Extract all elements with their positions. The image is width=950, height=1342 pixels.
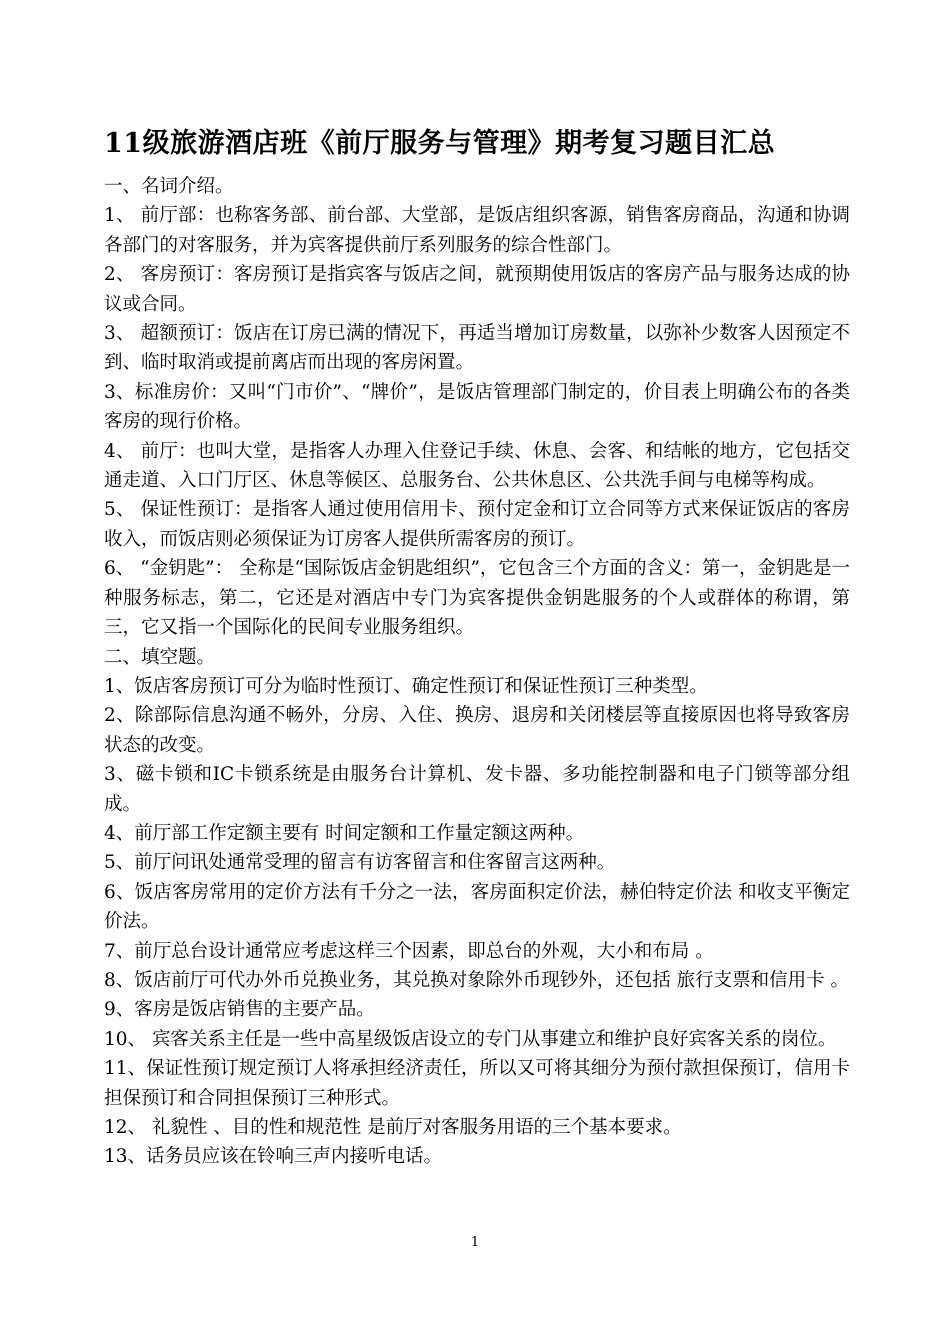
document-body — [104, 124, 850, 1172]
section-heading-definitions: 一、名词介绍。 — [104, 176, 234, 197]
definition-item: 2、 客房预订：客房预订是指宾客与饭店之间，就预期使用饭店的客房产品与服务达成的协议或合同。 — [104, 264, 850, 315]
fill-in-item: 13、话务员应该在铃响三声内接听电话。 — [104, 1146, 443, 1168]
fill-in-item: 12、 礼貌性 、目的性和规范性 是前厅对客服务用语的三个基本要求。 — [104, 1117, 682, 1138]
definition-item: 1、 前厅部：也称客务部、前台部、大堂部，是饭店组织客源，销售客房商品，沟通和协调各部门的对客服务，并为宾客提供前厅系列服务的综合性部门。 — [104, 205, 850, 256]
fill-in-item: 5、前厅问讯处通常受理的留言有访客留言和住客留言这两种。 — [104, 852, 616, 874]
fill-in-item: 2、除部际信息沟通不畅外，分房、入住、换房、退房和关闭楼层等直接原因也将导致客房状态的改变。 — [104, 705, 850, 756]
definition-item: 4、 前厅：也叫大堂，是指客人办理入住登记手续、休息、会客、和结帐的地方，它包括交通走道、入口门厅区、休息等候区、总服务台、公共休息区、公共洗手间与电梯等构成。 — [104, 440, 850, 492]
definition-item: 3、 超额预订：饭店在订房已满的情况下，再适当增加订房数量，以弥补少数客人因预定不到、临时取消或提前离店而出现的客房闲置。 — [104, 323, 850, 374]
fill-in-item: 1、饭店客房预订可分为临时性预订、确定性预订和保证性预订三种类型。 — [104, 675, 708, 697]
fill-in-item: 10、 宾客关系主任是一些中高星级饭店设立的专门从事建立和维护良好宾客关系的岗位。 — [104, 1028, 837, 1050]
definition-item: 3、标准房价：又叫“门市价”、“牌价”，是饭店管理部门制定的，价目表上明确公布的各类客房的现行价格。 — [104, 381, 850, 433]
fill-in-item: 8、饭店前厅可代办外币兑换业务，其兑换对象除外币现钞外，还包括 旅行支票和信用卡 。 — [104, 969, 850, 991]
fill-in-item: 6、饭店客房常用的定价方法有千分之一法，客房面积定价法，赫伯特定价法 和收支平衡定价法。 — [104, 881, 850, 933]
fill-in-item: 9、客房是饭店销售的主要产品。 — [104, 999, 375, 1021]
fill-in-item: 4、前厅部工作定额主要有 时间定额和工作量定额这两种。 — [104, 822, 585, 844]
fill-in-item: 7、前厅总台设计通常应考虑这样三个因素，即总台的外观，大小和布局 。 — [104, 940, 714, 962]
fill-in-item: 11、保证性预订规定预订人将承担经济责任，所以又可将其细分为预付款担保预订，信用卡担保预订和合同担保预订三种形式。 — [104, 1058, 850, 1109]
fill-in-item: 3、磁卡锁和IC卡锁系统是由服务台计算机、发卡器、多功能控制器和电子门锁等部分组成。 — [104, 764, 850, 815]
page-number: 1 — [470, 1235, 480, 1250]
definition-item: 5、 保证性预订：是指客人通过使用信用卡、预付定金和订立合同等方式来保证饭店的客房收入，而饭店则必须保证为订房客人提供所需客房的预订。 — [104, 499, 850, 550]
section-heading-fill-in: 二、填空题。 — [104, 646, 216, 668]
definition-item: 6、 “金钥匙”： 全称是“国际饭店金钥匙组织”，它包含三个方面的含义：第一，金钥匙是一种服务标志，第二，它还是对酒店中专门为宾客提供金钥匙服务的个人或群体的称谓，第三，它又指一个国际化的民间专业服务组织。 — [104, 558, 850, 639]
document-title: 11级旅游酒店班《前厅服务与管理》期考复习题目汇总 — [104, 128, 776, 159]
